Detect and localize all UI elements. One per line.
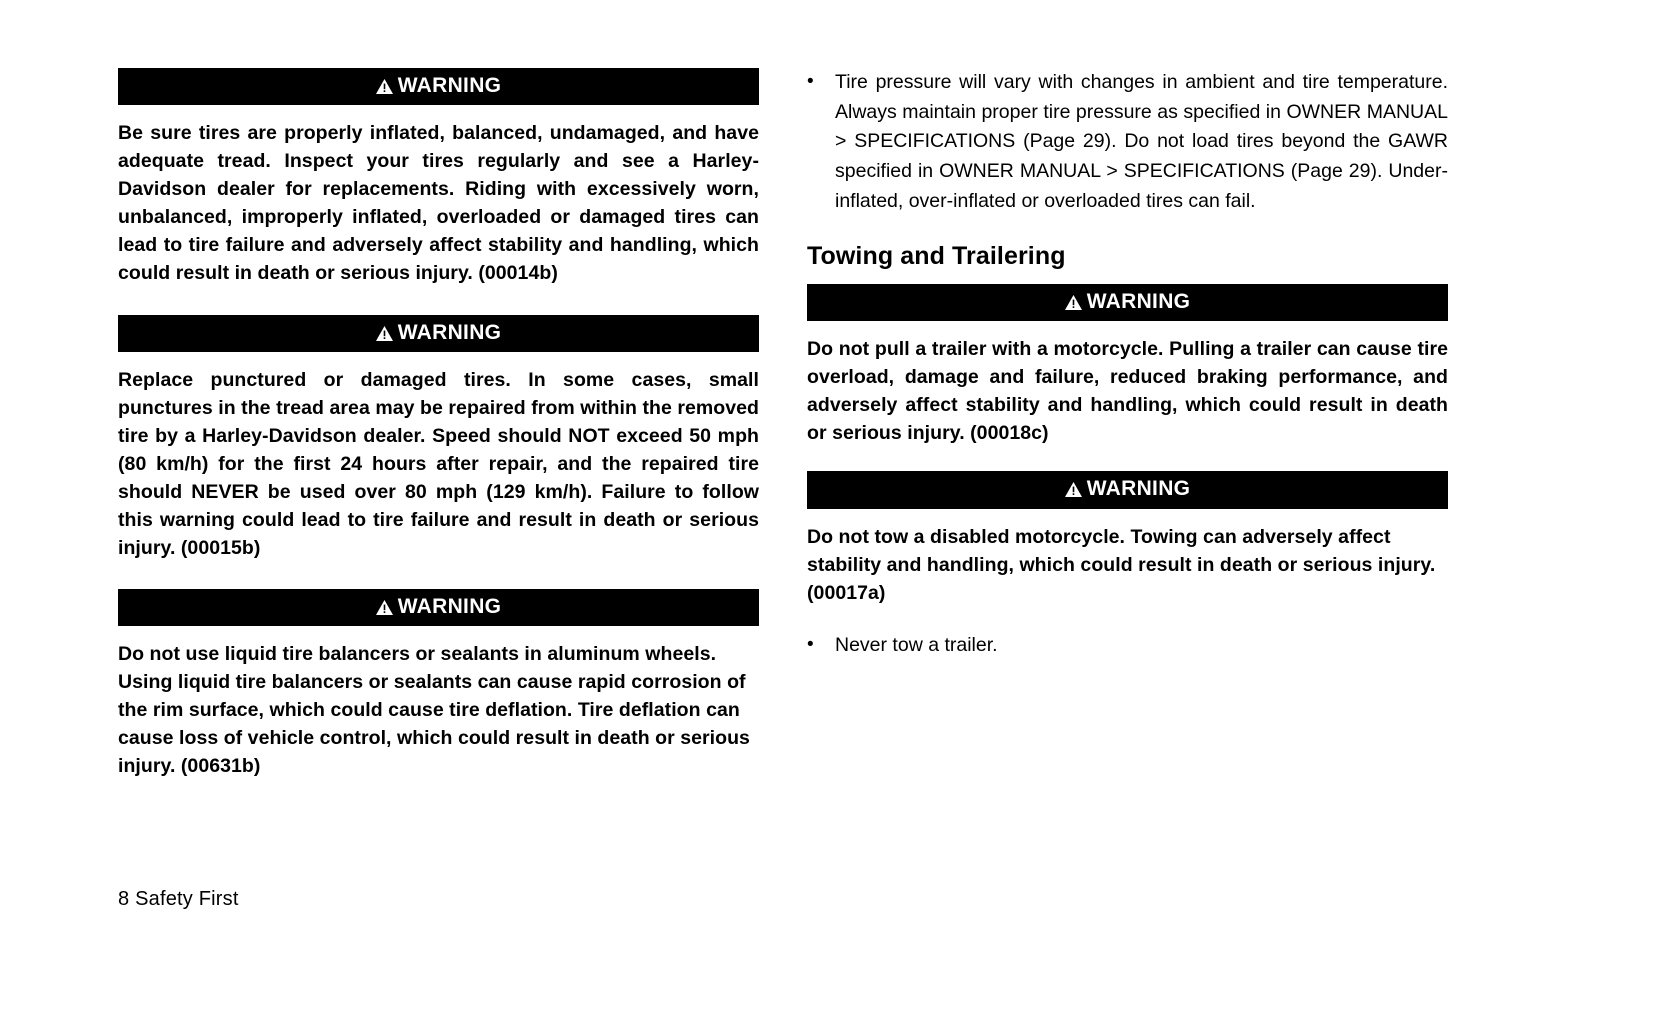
section-heading: Towing and Trailering xyxy=(807,242,1066,271)
warning-label: WARNING xyxy=(1086,290,1191,314)
warning-triangle-icon xyxy=(1065,482,1082,497)
warning-label: WARNING xyxy=(397,595,502,619)
warning-body-text: Do not tow a disabled motorcycle. Towing can adversely affect stability and handling, which could result in death or serious injury. (00017a) xyxy=(807,525,1436,604)
warning-header-bar xyxy=(118,315,759,352)
list-item-text: Never tow a trailer. xyxy=(835,633,998,656)
warning-header-bar xyxy=(118,68,759,105)
warning-body-text: Be sure tires are properly inflated, balanced, undamaged, and have adequate tread. Inspect your tires regularly and see a Harley-Davidson dealer for replacements. Riding with excessively worn, unbalanced, improperly inflated, overloaded or damaged tires can lead to tire failure and adversely affect stability and handling, which could result in death or serious injury. (00014b) xyxy=(118,122,759,285)
list-item xyxy=(807,68,1448,216)
warning-triangle-icon xyxy=(376,326,393,341)
warning-body-text: Do not use liquid tire balancers or sealants in aluminum wheels. Using liquid tire balancers or sealants can cause rapid corrosion of the rim surface, which could cause tire deflation. Tire deflation can cause loss of vehicle control, which could result in death or serious injury. (00631b) xyxy=(118,643,750,778)
warning-label: WARNING xyxy=(1086,477,1191,501)
page-footer: 8 Safety First xyxy=(118,888,239,910)
left-column xyxy=(118,68,759,781)
warning-label: WARNING xyxy=(397,320,502,344)
two-column-layout xyxy=(118,68,1448,781)
bullet-icon: • xyxy=(807,633,814,655)
warning-label: WARNING xyxy=(397,74,502,97)
list-item-text: Tire pressure will vary with changes in ambient and tire temperature. Always maintain proper tire pressure as specified in OWNER MANUAL > SPECIFICATIONS (Page 29). Do not load tires beyond the GAWR specified in OWNER MANUAL > SPECIFICATIONS (Page 29). Under-inflated, over-inflated or overloaded tires can fail. xyxy=(835,71,1448,212)
bullet-icon: • xyxy=(807,71,814,92)
warning-body-text: Do not pull a trailer with a motorcycle. Pulling a trailer can cause tire overload, damage and failure, reduced braking performance, and adversely affect stability and handling, which could result in death or serious injury. (00018c) xyxy=(807,338,1448,445)
right-column xyxy=(807,68,1448,781)
warning-triangle-icon xyxy=(376,79,393,94)
warning-body-text: Replace punctured or damaged tires. In some cases, small punctures in the tread area may be repaired from within the removed tire by a Harley-Davidson dealer. Speed should NOT exceed 50 mph (80 km/h) for the first 24 hours after repair, and the repaired tire should NEVER be used over 80 mph (129 km/h). Failure to follow this warning could lead to tire failure and result in death or serious injury. (00015b) xyxy=(118,368,759,560)
warning-triangle-icon xyxy=(1065,295,1082,310)
warning-triangle-icon xyxy=(376,600,393,615)
warning-header-bar xyxy=(807,284,1448,321)
list-item xyxy=(807,631,1448,661)
warning-header-bar xyxy=(118,589,759,626)
warning-header-bar xyxy=(807,471,1448,508)
